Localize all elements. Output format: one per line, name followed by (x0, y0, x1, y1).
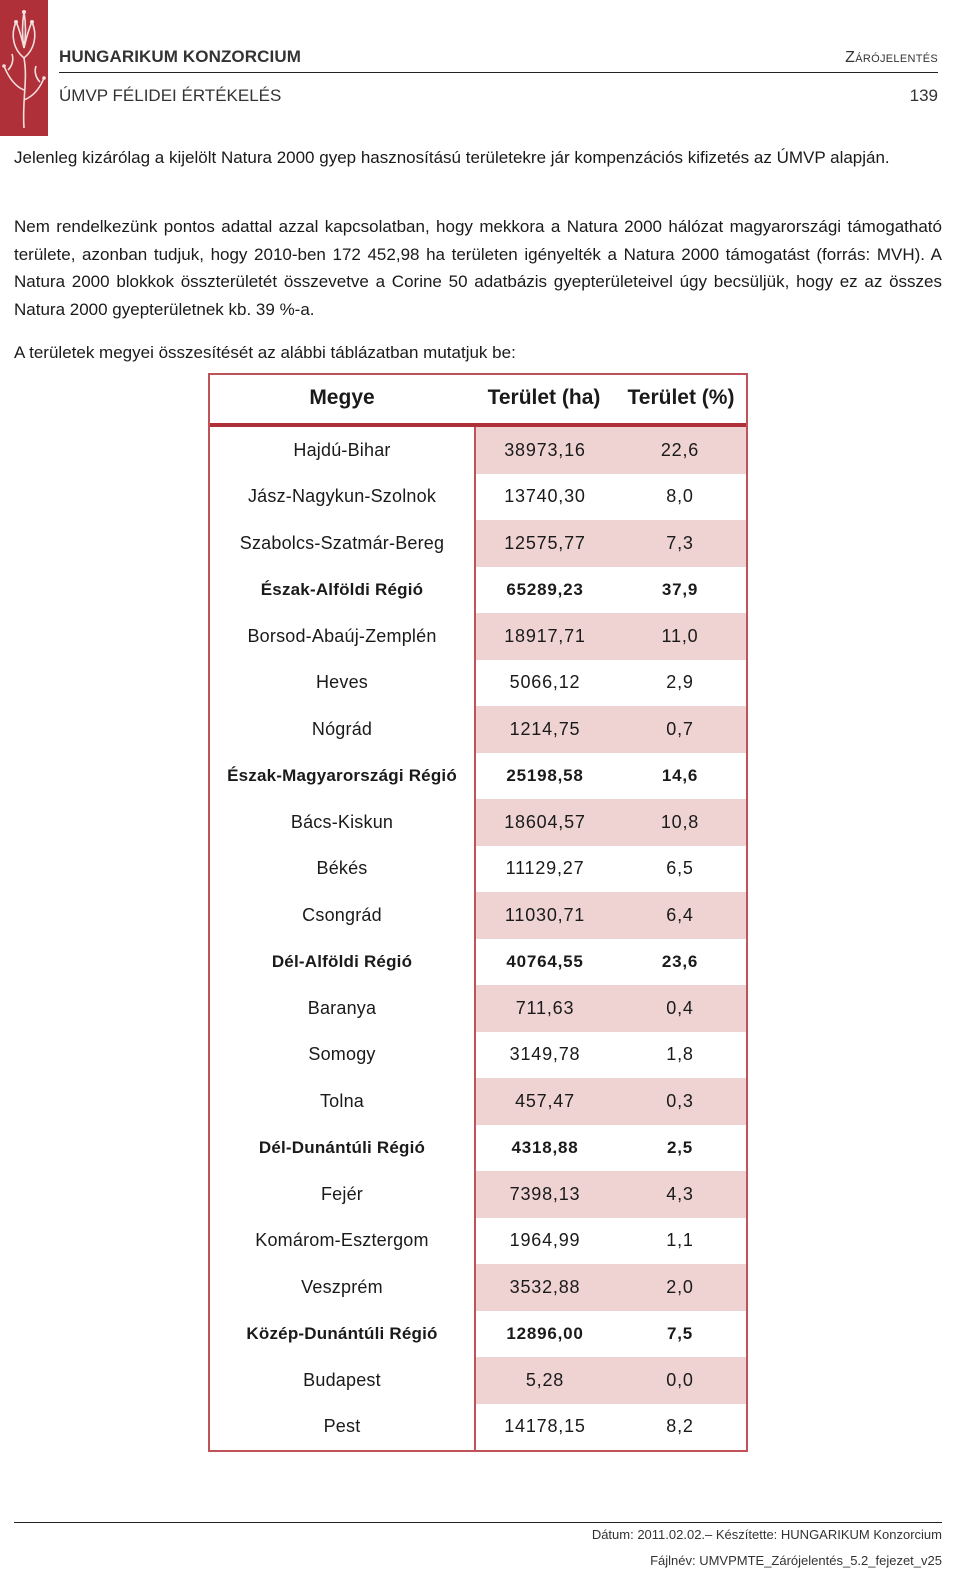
area-pct-cell: 4,3 (666, 1183, 694, 1204)
table-row (210, 1264, 746, 1311)
table-row (210, 1218, 746, 1265)
county-name-cell: Szabolcs-Szatmár-Bereg (239, 532, 445, 553)
table-row (210, 1078, 746, 1125)
area-ha-cell: 457,47 (515, 1090, 575, 1111)
county-name-cell: Budapest (303, 1369, 381, 1390)
county-name-cell: Dél-Dunántúli Régió (258, 1137, 426, 1157)
table-region-total-row (210, 567, 746, 614)
county-name-cell: Hajdú-Bihar (293, 439, 391, 460)
area-ha-cell: 1214,75 (509, 718, 581, 739)
county-name-cell: Tolna (319, 1090, 365, 1111)
footer-date-author: Dátum: 2011.02.02.– Készítette: HUNGARIKUM Konzorcium (591, 1527, 942, 1542)
area-pct-cell: 1,1 (666, 1230, 694, 1251)
table-row (210, 613, 746, 660)
table-row (210, 1404, 746, 1451)
table-row (210, 474, 746, 521)
footer-filename: Fájlnév: UMVPMTE_Zárójelentés_5.2_fejezet_v25 (650, 1553, 942, 1568)
area-pct-cell: 1,8 (666, 1044, 694, 1065)
paragraph-table-intro: A területek megyei összesítését az alábbi táblázatban mutatjuk be: (14, 343, 516, 362)
table-row (210, 1032, 746, 1079)
area-ha-cell: 5,28 (525, 1369, 565, 1390)
county-name-cell: Közép-Dunántúli Régió (246, 1323, 438, 1343)
county-name-cell: Heves (315, 672, 369, 693)
column-header-county: Megye (309, 386, 375, 409)
area-pct-cell: 0,0 (666, 1369, 694, 1390)
area-ha-cell: 7398,13 (509, 1183, 581, 1204)
area-pct-cell: 22,6 (660, 439, 700, 460)
area-ha-cell: 18604,57 (504, 811, 586, 832)
area-pct-cell: 6,4 (666, 904, 694, 925)
area-ha-cell: 1964,99 (509, 1230, 581, 1251)
county-name-cell: Pest (323, 1416, 361, 1437)
header-subtitle: ÚMVP FÉLIDEI ÉRTÉKELÉS (59, 86, 282, 105)
area-pct-cell: 7,5 (666, 1323, 694, 1343)
area-pct-cell: 0,3 (666, 1090, 694, 1111)
table-row (210, 985, 746, 1032)
county-name-cell: Fejér (320, 1183, 363, 1204)
header-divider (59, 72, 938, 73)
area-pct-cell: 23,6 (661, 951, 699, 971)
table-row (210, 1357, 746, 1404)
area-ha-cell: 4318,88 (511, 1137, 579, 1157)
county-name-cell: Békés (316, 858, 368, 879)
footer-divider (14, 1522, 942, 1523)
area-pct-cell: 2,5 (666, 1137, 694, 1157)
area-pct-cell: 11,0 (661, 625, 699, 646)
table-region-total-row (210, 1125, 746, 1172)
table-row (210, 520, 746, 567)
area-ha-cell: 11030,71 (504, 904, 586, 925)
county-area-table (208, 373, 748, 1452)
county-name-cell: Nógrád (311, 718, 373, 739)
county-name-cell: Veszprém (301, 1276, 383, 1297)
table-row (210, 427, 746, 474)
stylized-flower-logo-icon (0, 0, 48, 136)
area-pct-cell: 6,5 (666, 858, 694, 879)
area-ha-cell: 3149,78 (509, 1044, 581, 1065)
area-pct-cell: 14,6 (661, 765, 699, 785)
area-ha-cell: 18917,71 (504, 625, 586, 646)
area-pct-cell: 7,3 (666, 532, 694, 553)
area-pct-cell: 0,7 (666, 718, 694, 739)
table-region-total-row (210, 753, 746, 800)
area-ha-cell: 25198,58 (506, 765, 584, 785)
area-ha-cell: 14178,15 (504, 1416, 586, 1437)
table-row (210, 1171, 746, 1218)
area-ha-cell: 65289,23 (506, 579, 584, 599)
county-name-cell: Jász-Nagykun-Szolnok (247, 486, 437, 507)
area-ha-cell: 711,63 (515, 997, 575, 1018)
county-name-cell: Borsod-Abaúj-Zemplén (247, 625, 437, 646)
area-ha-cell: 12896,00 (506, 1323, 584, 1343)
county-name-cell: Bács-Kiskun (290, 811, 394, 832)
table-header-row (210, 375, 746, 427)
county-name-cell: Komárom-Esztergom (255, 1230, 429, 1251)
county-name-cell: Észak-Alföldi Régió (260, 579, 424, 599)
table-row (210, 660, 746, 707)
column-header-area-ha: Terület (ha) (487, 386, 601, 409)
area-pct-cell: 2,0 (666, 1276, 694, 1297)
area-pct-cell: 0,4 (666, 997, 694, 1018)
area-ha-cell: 40764,55 (506, 951, 584, 971)
area-ha-cell: 13740,30 (504, 486, 586, 507)
table-row (210, 799, 746, 846)
area-ha-cell: 12575,77 (504, 532, 586, 553)
area-ha-cell: 11129,27 (505, 858, 585, 879)
area-pct-cell: 8,0 (666, 486, 694, 507)
county-name-cell: Baranya (307, 997, 377, 1018)
area-ha-cell: 38973,16 (504, 439, 586, 460)
county-name-cell: Észak-Magyarországi Régió (227, 765, 457, 785)
header-document-title: Zárójelentés (845, 49, 938, 66)
table-region-total-row (210, 1311, 746, 1358)
header-organization: HUNGARIKUM KONZORCIUM (59, 47, 301, 66)
table-row (210, 846, 746, 893)
area-pct-cell: 2,9 (666, 672, 694, 693)
county-name-cell: Csongrád (302, 904, 382, 925)
area-ha-cell: 3532,88 (509, 1276, 581, 1297)
area-pct-cell: 10,8 (660, 811, 700, 832)
area-pct-cell: 8,2 (666, 1416, 694, 1437)
county-name-cell: Dél-Alföldi Régió (271, 951, 413, 971)
paragraph-compensation: Jelenleg kizárólag a kijelölt Natura 2000 gyep hasznosítású területekre jár kompenzációs kifizetés az ÚMVP alapján. (14, 148, 890, 167)
area-pct-cell: 37,9 (661, 579, 699, 599)
table-row (210, 706, 746, 753)
page-number: 139 (909, 86, 938, 105)
paragraph-natura-area: Nem rendelkezünk pontos adattal azzal kapcsolatban, hogy mekkora a Natura 2000 hálózat magyarországi támogatható területe, azonban tudjuk, hogy 2010-ben 172 452,98 ha területen igényelték a Natura 2000 támogatást (forrás: MVH). A Natura 2000 blokkok összterületét összevetve a Corine 50 adatbázis gyepterületeivel úgy becsüljük, hogy ez az összes Natura 2000 gyepterületnek kb. 39 %-a. (14, 217, 942, 319)
area-ha-cell: 5066,12 (509, 672, 581, 693)
county-name-cell: Somogy (308, 1044, 376, 1065)
column-header-area-pct: Terület (%) (627, 386, 735, 409)
table-row (210, 892, 746, 939)
table-region-total-row (210, 939, 746, 986)
